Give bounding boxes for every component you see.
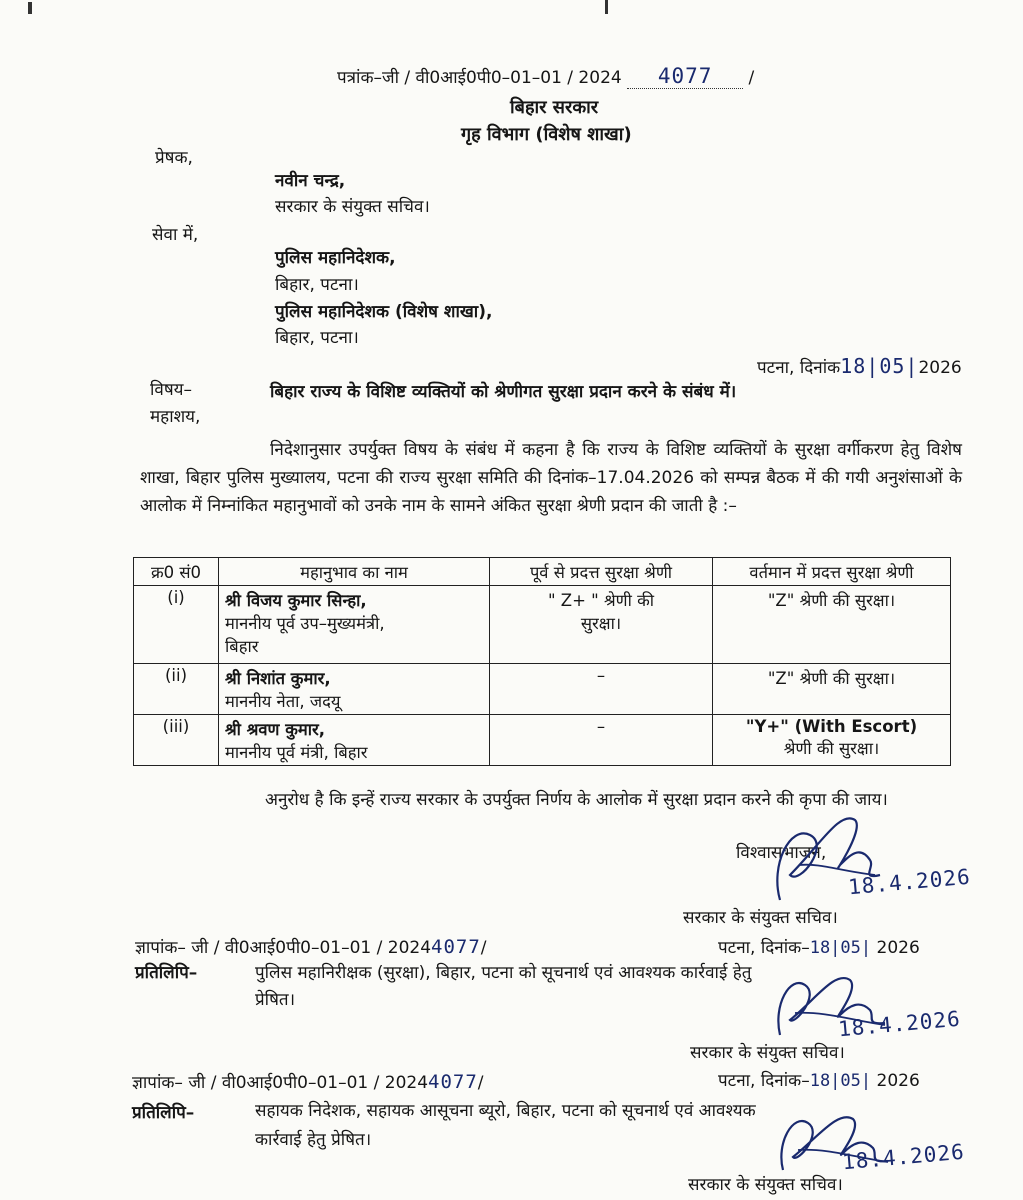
recipient-label: सेवा में,: [152, 225, 199, 245]
recipient-line-3: पुलिस महानिदेशक (विशेष शाखा),: [275, 302, 493, 322]
copy-date-handwritten: 18|05|: [809, 938, 872, 958]
copy-reference-1: [135, 935, 487, 958]
scan-mark: [28, 2, 32, 14]
current-category-line: "Z" श्रेणी की सुरक्षा।: [767, 669, 896, 688]
column-header-current-category: वर्तमान में प्रदत्त सुरक्षा श्रेणी: [713, 558, 951, 586]
copy-date-prefix: पटना, दिनांक–: [718, 938, 810, 958]
copy-date-prefix: पटना, दिनांक–: [718, 1071, 810, 1091]
column-header-serial: क्र0 सं0: [134, 558, 219, 586]
signature-date: 18.4.2026: [841, 1139, 966, 1175]
copy-date-2: [718, 1068, 920, 1091]
column-header-previous-category: पूर्व से प्रदत्त सुरक्षा श्रेणी: [490, 558, 713, 586]
copy-date-year: 2026: [876, 938, 920, 958]
table-row: [134, 715, 951, 766]
serial-cell: (iii): [134, 715, 219, 766]
serial-cell: (i): [134, 586, 219, 664]
current-category-cell: [713, 664, 951, 715]
copy-label: प्रतिलिपि–: [135, 963, 198, 983]
copy-reference-suffix: /: [480, 938, 487, 958]
reference-number-handwritten: 4077: [657, 64, 713, 88]
copy-reference-number-handwritten: 4077: [431, 936, 481, 958]
copy-date-handwritten: 18|05|: [809, 1071, 872, 1091]
copy-reference-prefix: ज्ञापांक– जी / वी0आई0पी0–01–01 / 2024: [132, 1073, 429, 1093]
subject-text: बिहार राज्य के विशिष्ट व्यक्तियों को श्रेणीगत सुरक्षा प्रदान करने के संबंध में।: [270, 382, 737, 402]
copy-reference-2: [132, 1070, 484, 1093]
closing-designation: सरकार के संयुक्त सचिव।: [683, 908, 838, 928]
sender-designation: सरकार के संयुक्त सचिव।: [275, 197, 430, 217]
table-row: [134, 586, 951, 664]
reference-suffix: /: [748, 68, 755, 88]
current-category-line: "Z" श्रेणी की सुरक्षा।: [767, 591, 896, 610]
name-cell: [219, 664, 490, 715]
dignitary-state: बिहार: [225, 637, 259, 656]
department-name: गृह विभाग (विशेष शाखा): [461, 124, 632, 145]
signature-image: [760, 805, 890, 915]
recipient-line-1: पुलिस महानिदेशक,: [275, 248, 396, 268]
dignitary-title: माननीय पूर्व उप–मुख्यमंत्री,: [225, 614, 385, 633]
copy-text-line: कार्रवाई हेतु प्रेषित।: [255, 1130, 372, 1150]
sender-label: प्रेषक,: [155, 148, 193, 168]
copy-label: प्रतिलिपि–: [132, 1103, 195, 1123]
previous-category-cell: [490, 715, 713, 766]
name-cell: [219, 715, 490, 766]
copy-text-line: पुलिस महानिरीक्षक (सुरक्षा), बिहार, पटना को सूचनार्थ एवं आवश्यक कार्रवाई हेतु: [255, 963, 752, 983]
government-name: बिहार सरकार: [510, 97, 599, 118]
copy-date-year: 2026: [876, 1071, 920, 1091]
name-cell: [219, 586, 490, 664]
date-prefix: पटना, दिनांक: [757, 358, 841, 378]
date-year: 2026: [918, 358, 962, 378]
copy-text-line: सहायक निदेशक, सहायक आसूचना ब्यूरो, बिहार, पटना को सूचनार्थ एवं आवश्यक: [255, 1101, 756, 1121]
copy-designation: सरकार के संयुक्त सचिव।: [688, 1175, 843, 1195]
dignitary-name: श्री विजय कुमार सिन्हा,: [225, 591, 367, 610]
dignitary-title: माननीय नेता, जदयू: [225, 692, 341, 711]
closing-yours: विश्वासभाजन,: [736, 843, 827, 863]
table-row: [134, 664, 951, 715]
subject-label: विषय–: [150, 380, 193, 400]
previous-category-line: –: [596, 717, 606, 736]
dignitary-name: श्री निशांत कुमार,: [225, 669, 331, 688]
previous-category-line: " Z+ " श्रेणी की: [547, 591, 655, 610]
salutation: महाशय,: [150, 407, 201, 427]
current-category-cell: [713, 586, 951, 664]
signature-date: 18.4.2026: [837, 1006, 962, 1042]
previous-category-cell: [490, 664, 713, 715]
previous-category-line: सुरक्षा।: [580, 614, 622, 633]
table-header-row: [134, 558, 951, 586]
letter-reference: [337, 64, 754, 89]
reference-prefix: पत्रांक–जी / वी0आई0पी0–01–01 / 2024: [337, 68, 622, 88]
dignitary-title: माननीय पूर्व मंत्री, बिहार: [225, 743, 368, 762]
previous-category-line: –: [596, 666, 606, 685]
body-paragraph: निदेशानुसार उपर्युक्त विषय के संबंध में कहना है कि राज्य के विशिष्ट व्यक्तियों के सुरक्षा वर्गीकरण हेतु विशेष शाखा, बिहार पुलिस मुख्यालय, पटना की राज्य सुरक्षा समिति की दिनांक–17.04.2026 को सम्पन्न बैठक में की गयी अनुशंसाओं के आलोक में निम्नांकित महानुभावों को उनके नाम के सामने अंकित सुरक्षा श्रेणी प्रदान की जाती है :–: [140, 440, 962, 516]
current-category-line: "Y+" (With Escort): [745, 717, 918, 736]
request-paragraph: अनुरोध है कि इन्हें राज्य सरकार के उपर्युक्त निर्णय के आलोक में सुरक्षा प्रदान करने की कृपा की जाय।: [265, 790, 888, 810]
dignitary-name: श्री श्रवण कुमार,: [225, 720, 326, 739]
copy-reference-number-handwritten: 4077: [428, 1071, 478, 1093]
sender-name: नवीन चन्द्र,: [275, 171, 346, 191]
current-category-line: श्रेणी की सुरक्षा।: [783, 739, 880, 758]
signature-date: 18.4.2026: [847, 864, 972, 900]
copy-reference-suffix: /: [477, 1073, 484, 1093]
copy-date-1: [718, 935, 920, 958]
security-category-table: [133, 557, 951, 766]
copy-reference-prefix: ज्ञापांक– जी / वी0आई0पी0–01–01 / 2024: [135, 938, 432, 958]
scan-mark: [605, 0, 608, 14]
recipient-line-2: बिहार, पटना।: [275, 275, 359, 295]
previous-category-cell: [490, 586, 713, 664]
copy-designation: सरकार के संयुक्त सचिव।: [690, 1043, 845, 1063]
serial-cell: (ii): [134, 664, 219, 715]
current-category-cell: [713, 715, 951, 766]
recipient-line-4: बिहार, पटना।: [275, 328, 359, 348]
column-header-name: महानुभाव का नाम: [219, 558, 490, 586]
copy-text-line: प्रेषित।: [255, 990, 296, 1010]
letter-date: [757, 354, 962, 378]
date-handwritten: 18|05|: [840, 354, 919, 378]
